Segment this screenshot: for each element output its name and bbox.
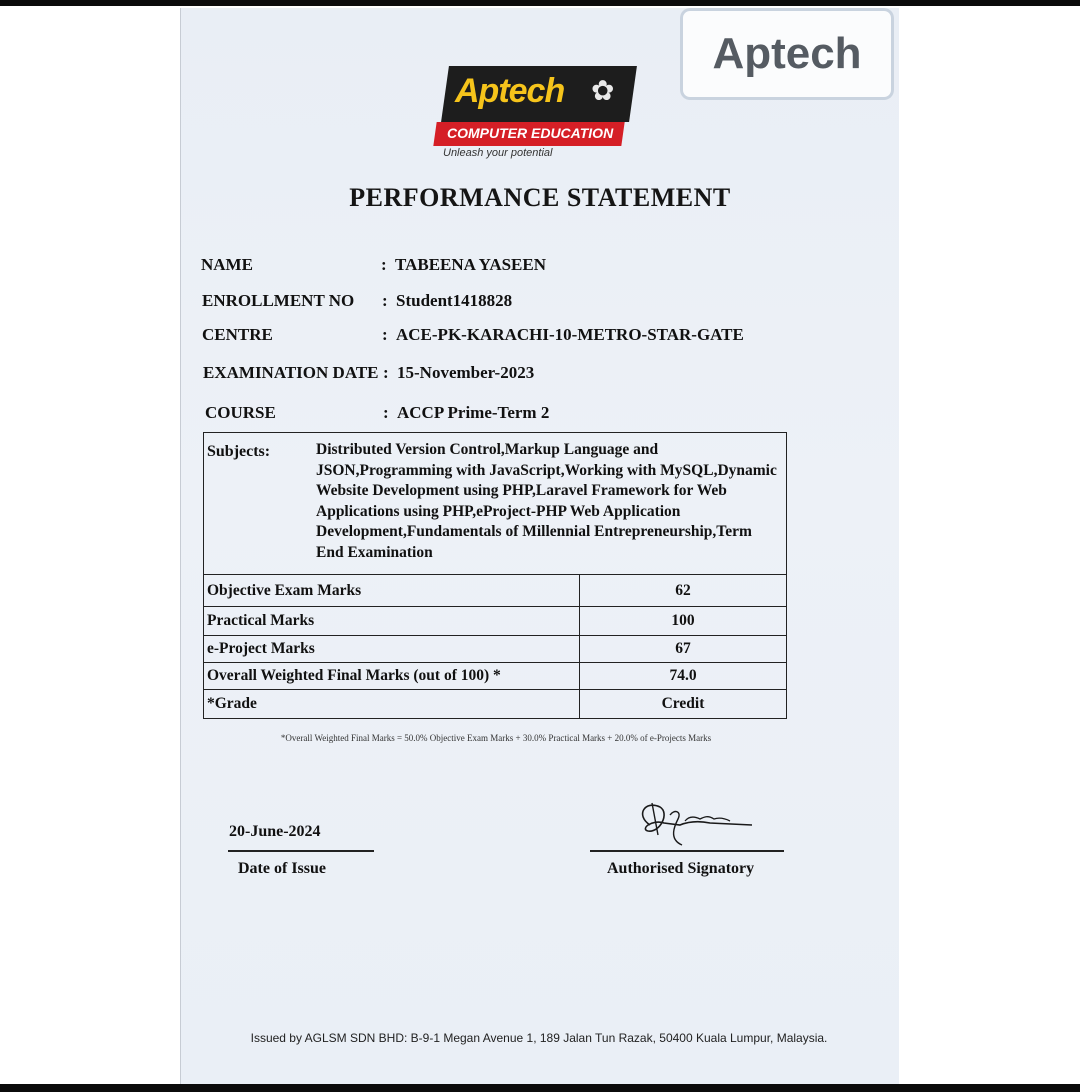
marks-label: Objective Exam Marks <box>204 575 580 607</box>
marks-label: e-Project Marks <box>204 636 580 663</box>
marks-label: Overall Weighted Final Marks (out of 100) * <box>204 663 580 690</box>
field-colon: : <box>381 255 387 274</box>
subjects-list <box>316 440 786 563</box>
date-underline <box>228 850 374 852</box>
subjects-line: Applications using PHP,eProject-PHP Web Application <box>316 502 681 520</box>
marks-value: 74.0 <box>580 663 787 690</box>
authorised-signatory-label: Authorised Signatory <box>607 860 755 877</box>
top-black-bar <box>0 0 1080 6</box>
field-colon: : <box>382 291 388 310</box>
signature-mark <box>630 795 760 850</box>
logo-subtitle: COMPUTER EDUCATION <box>447 125 614 141</box>
field-value: ACE-PK-KARACHI-10-METRO-STAR-GATE <box>396 325 744 344</box>
table-row <box>204 636 787 663</box>
field-value: ACCP Prime-Term 2 <box>397 403 550 422</box>
field-value: Student1418828 <box>396 291 513 310</box>
table-row <box>204 575 787 607</box>
aptech-logo <box>433 66 633 162</box>
marks-value: Credit <box>580 690 787 719</box>
field-value: TABEENA YASEEN <box>395 255 547 274</box>
table-row <box>204 690 787 719</box>
issue-date: 20-June-2024 <box>229 823 321 840</box>
table-row <box>204 607 787 636</box>
field-colon: : <box>382 325 388 344</box>
marks-value: 62 <box>580 575 787 607</box>
bottom-black-bar <box>0 1084 1080 1092</box>
marks-label: *Grade <box>204 690 580 719</box>
subjects-box <box>203 432 787 574</box>
marks-table <box>203 574 787 719</box>
paw-icon: ✿ <box>591 76 615 107</box>
field-label: NAME <box>201 255 253 274</box>
subjects-line: Website Development using PHP,Laravel Framework for Web <box>316 482 727 499</box>
field-label: ENROLLMENT NO <box>202 291 355 310</box>
marks-value: 100 <box>580 607 787 636</box>
subjects-line: JSON,Programming with JavaScript,Working with MySQL,Dynamic <box>316 461 777 479</box>
document-title: PERFORMANCE STATEMENT <box>349 183 731 212</box>
field-colon: : <box>383 403 389 422</box>
field-colon: : <box>383 363 389 382</box>
field-label: COURSE <box>205 403 276 422</box>
field-value: 15-November-2023 <box>397 363 535 382</box>
field-label: EXAMINATION DATE <box>203 363 379 382</box>
table-row <box>204 663 787 690</box>
marks-value: 67 <box>580 636 787 663</box>
subjects-label: Subjects: <box>207 443 271 460</box>
aptech-sticker-label: Aptech <box>680 8 894 100</box>
subjects-line: End Examination <box>316 543 433 561</box>
weighting-footnote: *Overall Weighted Final Marks = 50.0% Objective Exam Marks + 30.0% Practical Marks + 20.0% of e-Projects Marks <box>280 733 712 743</box>
issued-by-address: Issued by AGLSM SDN BHD: B-9-1 Megan Avenue 1, 189 Jalan Tun Razak, 50400 Kuala Lumpur, Malaysia. <box>250 1031 828 1045</box>
date-of-issue-label: Date of Issue <box>238 860 326 877</box>
signature-underline <box>590 850 784 852</box>
logo-brand-text: Aptech <box>455 72 565 110</box>
field-label: CENTRE <box>202 325 273 344</box>
subjects-line: Distributed Version Control,Markup Language and <box>316 441 659 458</box>
marks-label: Practical Marks <box>204 607 580 636</box>
logo-tagline: Unleash your potential <box>443 147 553 159</box>
subjects-line: Development,Fundamentals of Millennial Entrepreneurship,Term <box>316 523 752 540</box>
